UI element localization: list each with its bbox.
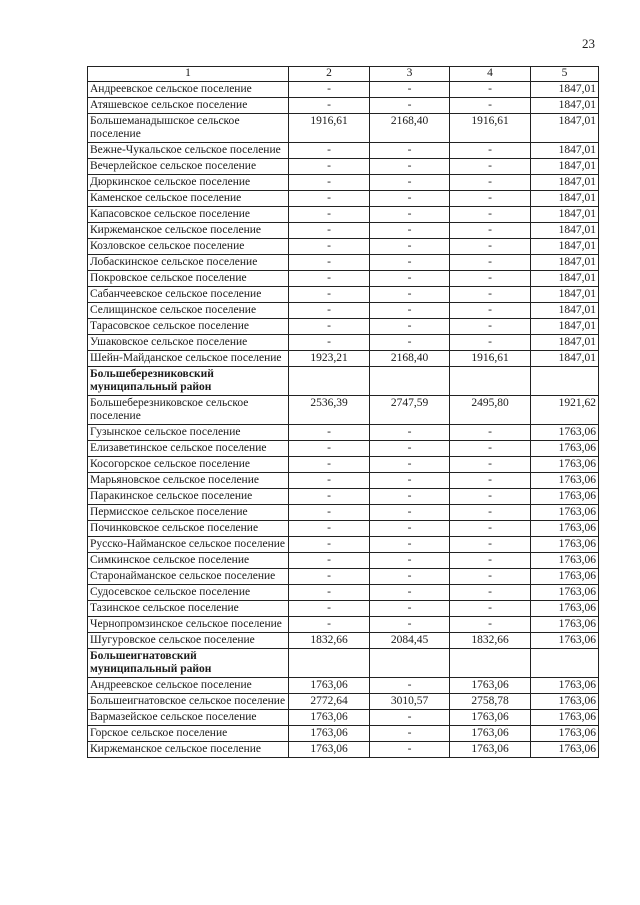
value-cell-col2: -: [289, 585, 370, 601]
value-cell-col3: -: [370, 335, 450, 351]
value-cell-col3: -: [370, 457, 450, 473]
table-row: [88, 742, 599, 758]
value-cell-col5: 1847,01: [531, 271, 599, 287]
value-cell-col2: -: [289, 489, 370, 505]
table-row: [88, 726, 599, 742]
value-cell-col3: -: [370, 537, 450, 553]
value-cell-col4: -: [450, 553, 531, 569]
value-cell-col2: 1916,61: [289, 114, 370, 143]
table-row: [88, 159, 599, 175]
value-cell-col4: -: [450, 191, 531, 207]
value-cell-col5: 1847,01: [531, 175, 599, 191]
value-cell-col4: -: [450, 617, 531, 633]
value-cell-col2: -: [289, 601, 370, 617]
value-cell-col2: -: [289, 207, 370, 223]
value-cell-col5: 1847,01: [531, 82, 599, 98]
table-row: [88, 143, 599, 159]
value-cell-col4: -: [450, 521, 531, 537]
value-cell-col5: 1763,06: [531, 694, 599, 710]
settlement-name-cell: Гузынское сельское поселение: [88, 425, 289, 441]
value-cell-col4: 2495,80: [450, 396, 531, 425]
value-cell-col3: -: [370, 489, 450, 505]
value-cell-col5: 1847,01: [531, 303, 599, 319]
value-cell-col3: [370, 649, 450, 678]
value-cell-col5: 1763,06: [531, 505, 599, 521]
settlement-name-cell: Ушаковское сельское поселение: [88, 335, 289, 351]
table-row: [88, 617, 599, 633]
value-cell-col3: -: [370, 175, 450, 191]
value-cell-col2: 1763,06: [289, 742, 370, 758]
value-cell-col2: -: [289, 473, 370, 489]
value-cell-col5: 1763,06: [531, 678, 599, 694]
value-cell-col4: 1763,06: [450, 726, 531, 742]
table-row: [88, 521, 599, 537]
value-cell-col2: -: [289, 303, 370, 319]
value-cell-col3: -: [370, 710, 450, 726]
value-cell-col3: -: [370, 319, 450, 335]
value-cell-col2: -: [289, 98, 370, 114]
value-cell-col4: -: [450, 441, 531, 457]
column-header-5: 5: [531, 67, 599, 82]
settlement-name-cell: Большеманадышское сельское поселение: [88, 114, 289, 143]
settlement-name-cell: Андреевское сельское поселение: [88, 82, 289, 98]
settlement-name-cell: Киржеманское сельское поселение: [88, 742, 289, 758]
settlement-name-cell: Большеигнатовское сельское поселение: [88, 694, 289, 710]
value-cell-col3: 2168,40: [370, 351, 450, 367]
settlement-name-cell: Паракинское сельское поселение: [88, 489, 289, 505]
settlement-name-cell: Селищинское сельское поселение: [88, 303, 289, 319]
table-row: [88, 678, 599, 694]
value-cell-col4: -: [450, 207, 531, 223]
settlement-name-cell: Андреевское сельское поселение: [88, 678, 289, 694]
value-cell-col3: 2747,59: [370, 396, 450, 425]
value-cell-col4: 1763,06: [450, 742, 531, 758]
value-cell-col4: -: [450, 98, 531, 114]
table-row: [88, 239, 599, 255]
settlement-name-cell: Горское сельское поселение: [88, 726, 289, 742]
value-cell-col3: -: [370, 601, 450, 617]
value-cell-col2: -: [289, 159, 370, 175]
value-cell-col3: -: [370, 82, 450, 98]
value-cell-col5: 1763,06: [531, 521, 599, 537]
table-row: [88, 82, 599, 98]
value-cell-col4: -: [450, 585, 531, 601]
settlement-name-cell: Починковское сельское поселение: [88, 521, 289, 537]
settlement-name-cell: Судосевское сельское поселение: [88, 585, 289, 601]
table-row: [88, 98, 599, 114]
value-cell-col2: -: [289, 553, 370, 569]
column-header-2: 2: [289, 67, 370, 82]
settlement-name-cell: Пермисское сельское поселение: [88, 505, 289, 521]
settlement-name-cell: Русско-Найманское сельское поселение: [88, 537, 289, 553]
value-cell-col4: [450, 649, 531, 678]
value-cell-col3: -: [370, 207, 450, 223]
table-row: [88, 489, 599, 505]
value-cell-col3: -: [370, 726, 450, 742]
value-cell-col3: -: [370, 271, 450, 287]
value-cell-col3: -: [370, 473, 450, 489]
value-cell-col5: [531, 367, 599, 396]
value-cell-col5: 1847,01: [531, 98, 599, 114]
value-cell-col5: 1763,06: [531, 710, 599, 726]
table-row: [88, 585, 599, 601]
settlement-name-cell: Киржеманское сельское поселение: [88, 223, 289, 239]
table-row: [88, 537, 599, 553]
settlement-name-cell: Шугуровское сельское поселение: [88, 633, 289, 649]
page-number: 23: [582, 36, 595, 51]
value-cell-col3: -: [370, 505, 450, 521]
table-row: [88, 207, 599, 223]
value-cell-col2: -: [289, 287, 370, 303]
settlement-name-cell: Большеберезниковский муниципальный район: [88, 367, 289, 396]
table-row: [88, 473, 599, 489]
value-cell-col4: -: [450, 303, 531, 319]
value-cell-col5: 1847,01: [531, 351, 599, 367]
table-row: [88, 505, 599, 521]
value-cell-col5: 1763,06: [531, 473, 599, 489]
value-cell-col4: -: [450, 569, 531, 585]
value-cell-col5: 1847,01: [531, 319, 599, 335]
value-cell-col3: -: [370, 425, 450, 441]
settlement-name-cell: Большеигнатовский муниципальный район: [88, 649, 289, 678]
table-row: [88, 114, 599, 143]
table-row: [88, 335, 599, 351]
value-cell-col5: 1763,06: [531, 633, 599, 649]
settlement-name-cell: Косогорское сельское поселение: [88, 457, 289, 473]
value-cell-col5: 1763,06: [531, 425, 599, 441]
value-cell-col4: -: [450, 601, 531, 617]
value-cell-col3: -: [370, 287, 450, 303]
settlement-name-cell: Большеберезниковское сельское поселение: [88, 396, 289, 425]
value-cell-col5: 1847,01: [531, 207, 599, 223]
value-cell-col4: -: [450, 271, 531, 287]
table-row: [88, 553, 599, 569]
value-cell-col3: 2168,40: [370, 114, 450, 143]
value-cell-col4: 1916,61: [450, 114, 531, 143]
section-header-row: [88, 649, 599, 678]
table-row: [88, 191, 599, 207]
settlement-name-cell: Елизаветинское сельское поселение: [88, 441, 289, 457]
value-cell-col5: 1847,01: [531, 143, 599, 159]
value-cell-col5: 1763,06: [531, 585, 599, 601]
value-cell-col2: -: [289, 239, 370, 255]
value-cell-col5: 1763,06: [531, 553, 599, 569]
table-row: [88, 457, 599, 473]
value-cell-col4: -: [450, 223, 531, 239]
value-cell-col5: 1847,01: [531, 287, 599, 303]
value-cell-col5: 1847,01: [531, 191, 599, 207]
value-cell-col4: -: [450, 505, 531, 521]
tariff-table: [87, 66, 599, 758]
table-row: [88, 351, 599, 367]
value-cell-col5: 1847,01: [531, 335, 599, 351]
value-cell-col4: 1763,06: [450, 678, 531, 694]
value-cell-col2: -: [289, 335, 370, 351]
value-cell-col4: -: [450, 287, 531, 303]
value-cell-col5: 1763,06: [531, 742, 599, 758]
settlement-name-cell: Вежне-Чукальское сельское поселение: [88, 143, 289, 159]
value-cell-col2: -: [289, 441, 370, 457]
value-cell-col3: -: [370, 441, 450, 457]
value-cell-col4: -: [450, 82, 531, 98]
value-cell-col5: [531, 649, 599, 678]
value-cell-col4: -: [450, 335, 531, 351]
value-cell-col3: -: [370, 98, 450, 114]
table-row: [88, 271, 599, 287]
value-cell-col3: -: [370, 191, 450, 207]
value-cell-col5: 1921,62: [531, 396, 599, 425]
value-cell-col5: 1847,01: [531, 239, 599, 255]
value-cell-col5: 1763,06: [531, 726, 599, 742]
value-cell-col3: -: [370, 159, 450, 175]
value-cell-col5: 1847,01: [531, 114, 599, 143]
value-cell-col5: 1763,06: [531, 601, 599, 617]
value-cell-col3: -: [370, 239, 450, 255]
table-row: [88, 694, 599, 710]
settlement-name-cell: Марьяновское сельское поселение: [88, 473, 289, 489]
value-cell-col3: -: [370, 617, 450, 633]
settlement-name-cell: Тарасовское сельское поселение: [88, 319, 289, 335]
settlement-name-cell: Симкинское сельское поселение: [88, 553, 289, 569]
value-cell-col4: 1763,06: [450, 710, 531, 726]
value-cell-col3: -: [370, 303, 450, 319]
value-cell-col4: -: [450, 159, 531, 175]
value-cell-col2: -: [289, 521, 370, 537]
column-header-1: 1: [88, 67, 289, 82]
value-cell-col3: -: [370, 742, 450, 758]
settlement-name-cell: Лобаскинское сельское поселение: [88, 255, 289, 271]
value-cell-col2: -: [289, 255, 370, 271]
settlement-name-cell: Покровское сельское поселение: [88, 271, 289, 287]
value-cell-col2: -: [289, 537, 370, 553]
section-header-row: [88, 367, 599, 396]
settlement-name-cell: Чернопромзинское сельское поселение: [88, 617, 289, 633]
value-cell-col2: -: [289, 617, 370, 633]
value-cell-col4: 1916,61: [450, 351, 531, 367]
table-row: [88, 633, 599, 649]
value-cell-col4: [450, 367, 531, 396]
value-cell-col3: 2084,45: [370, 633, 450, 649]
column-header-4: 4: [450, 67, 531, 82]
value-cell-col3: -: [370, 569, 450, 585]
settlement-name-cell: Вармазейское сельское поселение: [88, 710, 289, 726]
value-cell-col2: 2772,64: [289, 694, 370, 710]
value-cell-col5: 1847,01: [531, 159, 599, 175]
value-cell-col3: -: [370, 585, 450, 601]
value-cell-col4: 1832,66: [450, 633, 531, 649]
value-cell-col2: -: [289, 82, 370, 98]
value-cell-col2: 1763,06: [289, 726, 370, 742]
value-cell-col2: -: [289, 271, 370, 287]
value-cell-col4: -: [450, 457, 531, 473]
value-cell-col3: -: [370, 143, 450, 159]
table-row: [88, 223, 599, 239]
value-cell-col2: -: [289, 223, 370, 239]
value-cell-col4: -: [450, 255, 531, 271]
table-body: [88, 82, 599, 758]
value-cell-col5: 1847,01: [531, 255, 599, 271]
value-cell-col3: 3010,57: [370, 694, 450, 710]
table-row: [88, 396, 599, 425]
value-cell-col2: 1923,21: [289, 351, 370, 367]
value-cell-col2: -: [289, 457, 370, 473]
value-cell-col2: -: [289, 569, 370, 585]
value-cell-col3: -: [370, 223, 450, 239]
value-cell-col2: [289, 367, 370, 396]
settlement-name-cell: Старонайманское сельское поселение: [88, 569, 289, 585]
settlement-name-cell: Дюркинское сельское поселение: [88, 175, 289, 191]
value-cell-col5: 1763,06: [531, 489, 599, 505]
settlement-name-cell: Козловское сельское поселение: [88, 239, 289, 255]
table-row: [88, 425, 599, 441]
table-row: [88, 710, 599, 726]
header-row: [88, 67, 599, 82]
table-row: [88, 175, 599, 191]
settlement-name-cell: Вечерлейское сельское поселение: [88, 159, 289, 175]
value-cell-col2: -: [289, 143, 370, 159]
settlement-name-cell: Шейн-Майданское сельское поселение: [88, 351, 289, 367]
settlement-name-cell: Капасовское сельское поселение: [88, 207, 289, 223]
value-cell-col4: -: [450, 143, 531, 159]
value-cell-col5: 1763,06: [531, 617, 599, 633]
value-cell-col5: 1763,06: [531, 537, 599, 553]
value-cell-col3: -: [370, 678, 450, 694]
settlement-name-cell: Каменское сельское поселение: [88, 191, 289, 207]
value-cell-col2: 1763,06: [289, 678, 370, 694]
value-cell-col4: -: [450, 537, 531, 553]
value-cell-col4: -: [450, 473, 531, 489]
value-cell-col3: -: [370, 521, 450, 537]
table-row: [88, 255, 599, 271]
value-cell-col2: 2536,39: [289, 396, 370, 425]
value-cell-col2: -: [289, 191, 370, 207]
settlement-name-cell: Атяшевское сельское поселение: [88, 98, 289, 114]
table-row: [88, 569, 599, 585]
value-cell-col4: -: [450, 319, 531, 335]
table-row: [88, 441, 599, 457]
table-row: [88, 303, 599, 319]
value-cell-col2: -: [289, 425, 370, 441]
value-cell-col2: -: [289, 175, 370, 191]
value-cell-col2: 1832,66: [289, 633, 370, 649]
value-cell-col4: -: [450, 489, 531, 505]
value-cell-col4: -: [450, 239, 531, 255]
table-row: [88, 601, 599, 617]
value-cell-col4: -: [450, 175, 531, 191]
value-cell-col2: 1763,06: [289, 710, 370, 726]
settlement-name-cell: Сабанчеевское сельское поселение: [88, 287, 289, 303]
value-cell-col3: -: [370, 553, 450, 569]
value-cell-col5: 1763,06: [531, 569, 599, 585]
value-cell-col4: 2758,78: [450, 694, 531, 710]
value-cell-col2: [289, 649, 370, 678]
value-cell-col2: -: [289, 505, 370, 521]
value-cell-col5: 1763,06: [531, 441, 599, 457]
table-row: [88, 319, 599, 335]
table-row: [88, 287, 599, 303]
value-cell-col5: 1763,06: [531, 457, 599, 473]
value-cell-col5: 1847,01: [531, 223, 599, 239]
column-header-3: 3: [370, 67, 450, 82]
value-cell-col3: [370, 367, 450, 396]
settlement-name-cell: Тазинское сельское поселение: [88, 601, 289, 617]
value-cell-col3: -: [370, 255, 450, 271]
value-cell-col2: -: [289, 319, 370, 335]
value-cell-col4: -: [450, 425, 531, 441]
